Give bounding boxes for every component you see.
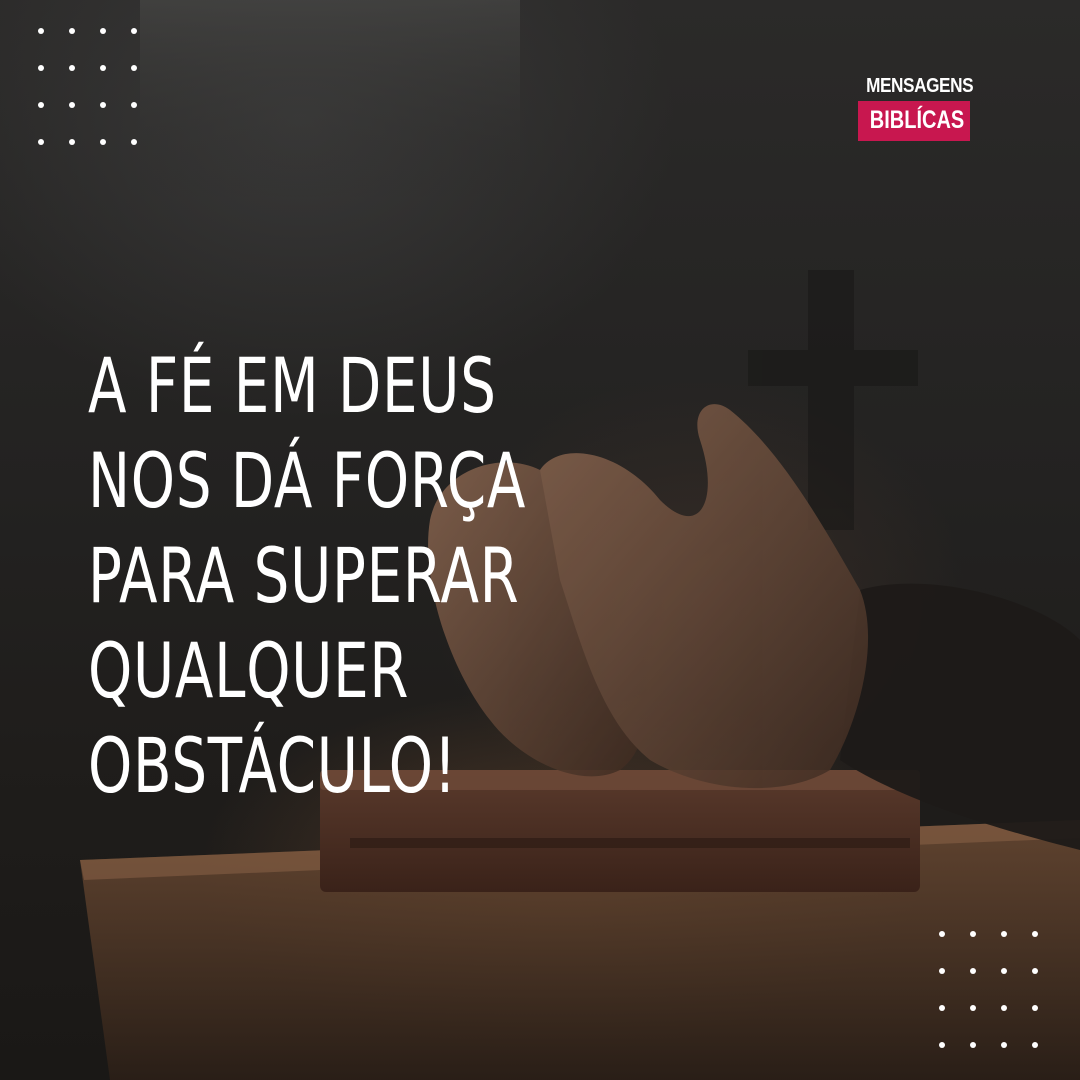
dot-icon [69,28,75,34]
quote-text [88,338,648,813]
decorative-dot-grid-top [38,28,137,145]
dot-icon [939,931,945,937]
dot-icon [131,139,137,145]
brand-logo [858,73,974,141]
quote-line-1: A FÉ EM DEUS [88,341,497,430]
dot-icon [1001,931,1007,937]
dot-icon [970,968,976,974]
dot-icon [1032,931,1038,937]
dot-icon [131,102,137,108]
dot-icon [69,65,75,71]
dot-icon [970,1042,976,1048]
dot-icon [69,102,75,108]
dot-icon [939,968,945,974]
quote-line-2: NOS DÁ FORÇA [88,436,527,525]
quote-line-3: PARA SUPERAR [88,531,520,620]
quote-line-5: OBSTÁCULO! [88,721,458,810]
dot-icon [1001,1042,1007,1048]
dot-icon [38,28,44,34]
dot-icon [939,1005,945,1011]
dot-icon [1001,968,1007,974]
dot-icon [1032,1005,1038,1011]
window-light [140,0,520,200]
dot-icon [1032,1042,1038,1048]
logo-line-mensagens: MENSAGENS [866,75,974,97]
dot-icon [970,931,976,937]
dot-icon [131,65,137,71]
dot-icon [100,28,106,34]
dot-icon [100,102,106,108]
dot-icon [100,139,106,145]
logo-line-biblicas-badge [858,101,970,141]
dot-icon [939,1042,945,1048]
dot-icon [131,28,137,34]
dot-icon [1001,1005,1007,1011]
logo-line-biblicas: BIBLÍCAS [869,106,965,134]
dot-icon [38,139,44,145]
decorative-dot-grid-bottom [939,931,1038,1048]
dot-icon [69,139,75,145]
quote-line-4: QUALQUER [88,626,410,715]
dot-icon [38,102,44,108]
dot-icon [100,65,106,71]
dot-icon [38,65,44,71]
dot-icon [970,1005,976,1011]
dot-icon [1032,968,1038,974]
